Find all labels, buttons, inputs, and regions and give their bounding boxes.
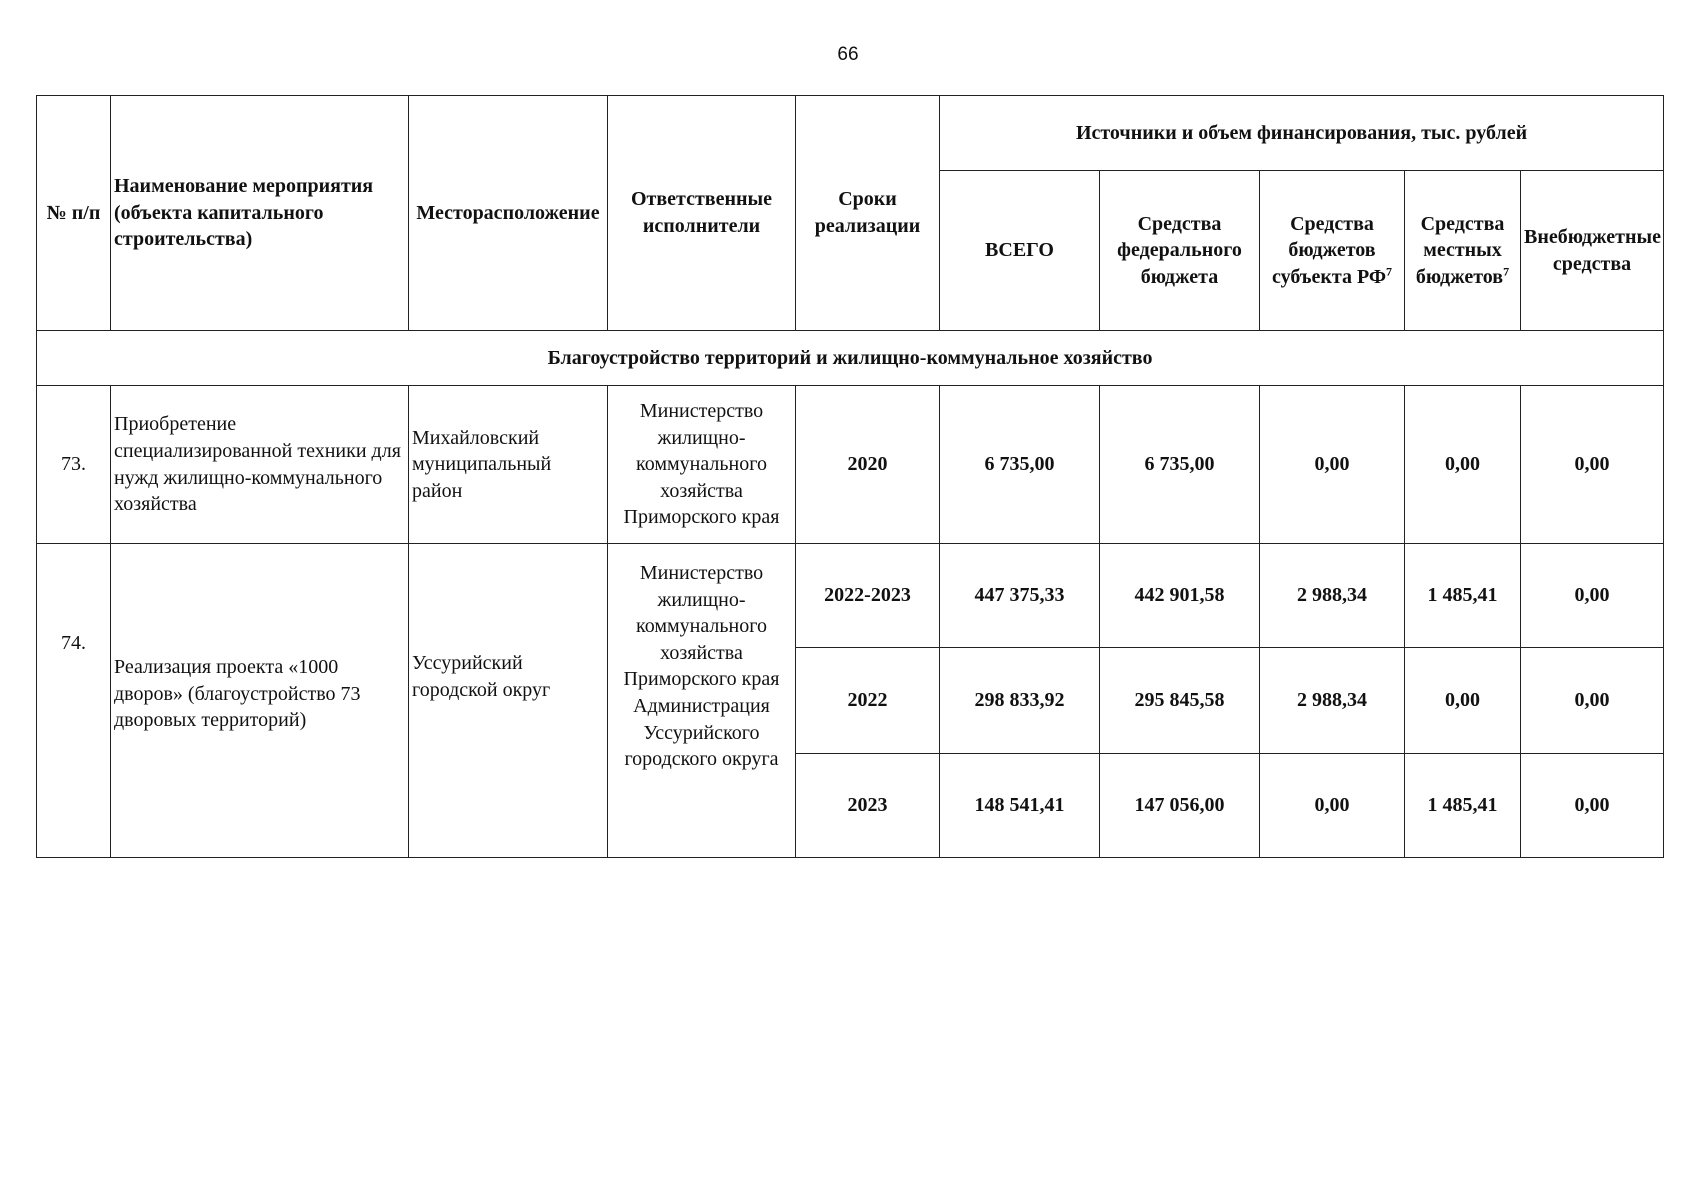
row-index: 73. xyxy=(37,386,111,544)
row-location: Уссурийский городской округ xyxy=(409,544,608,858)
row-local: 1 485,41 xyxy=(1405,754,1521,858)
header-terms: Сроки реализации xyxy=(796,96,940,331)
row-total: 148 541,41 xyxy=(940,754,1100,858)
row-term: 2020 xyxy=(796,386,940,544)
row-responsible: Министерство жилищно-коммунального хозяйства Приморского края Администрация Уссурийского городского округа xyxy=(608,544,796,858)
header-regional xyxy=(1260,171,1405,331)
row-location: Михайловский муниципальный район xyxy=(409,386,608,544)
header-location: Месторасположение xyxy=(409,96,608,331)
header-local-label: Средства местных бюджетов xyxy=(1415,212,1505,288)
header-local xyxy=(1405,171,1521,331)
header-funding-group: Источники и объем финансирования, тыс. рублей xyxy=(940,96,1664,171)
row-local: 0,00 xyxy=(1405,386,1521,544)
header-extra: Внебюджетные средства xyxy=(1521,171,1664,331)
row-term: 2023 xyxy=(796,754,940,858)
row-regional: 0,00 xyxy=(1260,754,1405,858)
row-term: 2022-2023 xyxy=(796,544,940,648)
row-regional: 2 988,34 xyxy=(1260,544,1405,648)
row-regional: 0,00 xyxy=(1260,386,1405,544)
row-responsible: Министерство жилищно-коммунального хозяйства Приморского края xyxy=(608,386,796,544)
header-responsible: Ответственные исполнители xyxy=(608,96,796,331)
row-local: 0,00 xyxy=(1405,648,1521,754)
header-total: ВСЕГО xyxy=(940,171,1100,331)
row-federal: 295 845,58 xyxy=(1100,648,1260,754)
row-extra: 0,00 xyxy=(1521,544,1664,648)
row-name: Приобретение специализированной техники для нужд жилищно-коммунального хозяйства xyxy=(111,386,409,544)
row-term: 2022 xyxy=(796,648,940,754)
row-index: 74. xyxy=(37,544,111,858)
row-federal: 147 056,00 xyxy=(1100,754,1260,858)
table-row xyxy=(37,386,1664,544)
header-regional-footnote: 7 xyxy=(1386,264,1393,279)
row-extra: 0,00 xyxy=(1521,386,1664,544)
row-local: 1 485,41 xyxy=(1405,544,1521,648)
header-name: Наименование мероприятия (объекта капитального строительства) xyxy=(111,96,409,331)
financing-table xyxy=(36,95,1664,858)
section-title: Благоустройство территорий и жилищно-коммунальное хозяйство xyxy=(37,331,1664,386)
page-number: 66 xyxy=(837,44,859,65)
table-row xyxy=(37,544,1664,648)
header-regional-label: Средства бюджетов субъекта РФ xyxy=(1271,212,1387,288)
row-total: 447 375,33 xyxy=(940,544,1100,648)
row-regional: 2 988,34 xyxy=(1260,648,1405,754)
row-extra: 0,00 xyxy=(1521,648,1664,754)
header-no: № п/п xyxy=(37,96,111,331)
row-federal: 442 901,58 xyxy=(1100,544,1260,648)
row-total: 298 833,92 xyxy=(940,648,1100,754)
header-federal: Средства федерального бюджета xyxy=(1100,171,1260,331)
row-total: 6 735,00 xyxy=(940,386,1100,544)
row-name: Реализация проекта «1000 дворов» (благоустройство 73 дворовых территорий) xyxy=(111,544,409,858)
row-federal: 6 735,00 xyxy=(1100,386,1260,544)
header-local-footnote: 7 xyxy=(1503,264,1510,279)
row-extra: 0,00 xyxy=(1521,754,1664,858)
